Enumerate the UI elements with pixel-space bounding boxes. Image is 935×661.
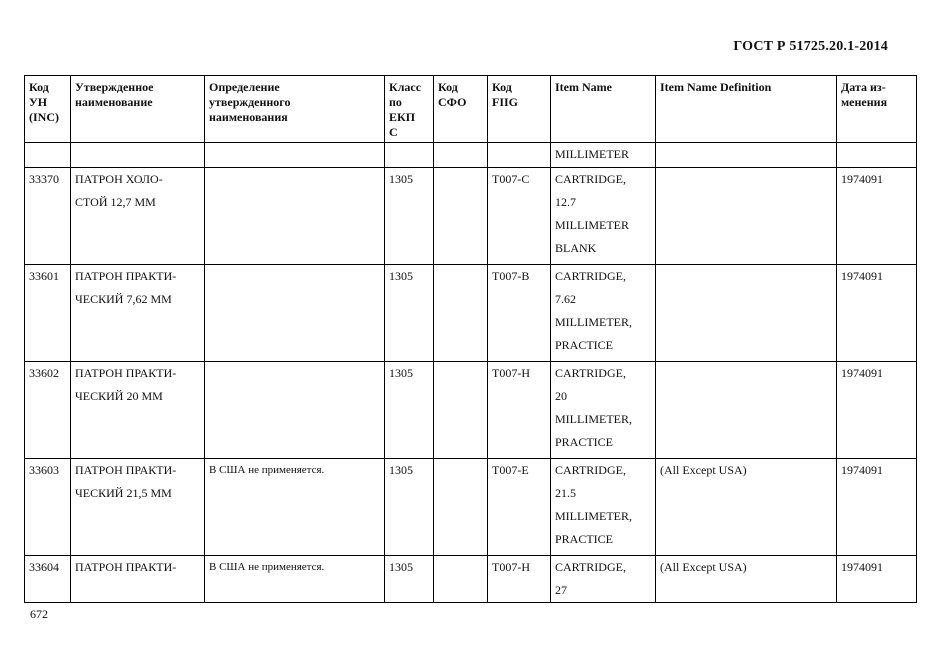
table-row-continuation	[25, 143, 917, 168]
cell-item-name: CARTRIDGE, 27	[551, 556, 656, 603]
cell-definition: В США не применяется.	[205, 556, 385, 603]
cell-inc: 33601	[25, 265, 71, 362]
cell-fiig: T007-E	[488, 459, 551, 556]
header-sfo: Код СФО	[434, 76, 488, 143]
cell-item-name: CARTRIDGE, 20 MILLIMETER, PRACTICE	[551, 362, 656, 459]
table-row	[25, 362, 917, 459]
header-fiig: Код FIIG	[488, 76, 551, 143]
cell-change-date: 1974091	[837, 168, 917, 265]
cell-item-definition: (All Except USA)	[656, 556, 837, 603]
table-header-row	[25, 76, 917, 143]
cell-item-definition	[656, 362, 837, 459]
cell-definition	[205, 265, 385, 362]
cell-inc: 33602	[25, 362, 71, 459]
cell-fiig: T007-H	[488, 556, 551, 603]
document-code: ГОСТ Р 51725.20.1-2014	[733, 39, 888, 54]
header-item-name: Item Name	[551, 76, 656, 143]
cell-sfo	[434, 362, 488, 459]
cell-item-definition: (All Except USA)	[656, 459, 837, 556]
cell-approved-name: ПАТРОН ПРАКТИ- ЧЕСКИЙ 7,62 ММ	[71, 265, 205, 362]
cell-item-name: CARTRIDGE, 7.62 MILLIMETER, PRACTICE	[551, 265, 656, 362]
cell-fiig: T007-C	[488, 168, 551, 265]
items-table	[24, 75, 917, 603]
cell-fiig: T007-H	[488, 362, 551, 459]
cell-inc: 33603	[25, 459, 71, 556]
cell-approved-name: ПАТРОН ХОЛО- СТОЙ 12,7 ММ	[71, 168, 205, 265]
cell-class: 1305	[385, 362, 434, 459]
header-item-name-definition: Item Name Definition	[656, 76, 837, 143]
page-number: 672	[30, 607, 48, 621]
cell-change-date: 1974091	[837, 459, 917, 556]
cell-class: 1305	[385, 556, 434, 603]
cell-change-date: 1974091	[837, 265, 917, 362]
header-change-date: Дата из- менения	[837, 76, 917, 143]
cell-sfo	[434, 556, 488, 603]
cell-class: 1305	[385, 265, 434, 362]
cell-item-definition	[656, 168, 837, 265]
cell-change-date: 1974091	[837, 362, 917, 459]
header-approved-name: Утвержденное наименование	[71, 76, 205, 143]
cell-approved-name: ПАТРОН ПРАКТИ- ЧЕСКИЙ 21,5 ММ	[71, 459, 205, 556]
cell-item-name: CARTRIDGE, 21.5 MILLIMETER, PRACTICE	[551, 459, 656, 556]
cell-inc: 33604	[25, 556, 71, 603]
cell-fiig: T007-B	[488, 265, 551, 362]
cell-class: 1305	[385, 168, 434, 265]
cell-item-definition	[656, 265, 837, 362]
table-row	[25, 459, 917, 556]
cell-approved-name: ПАТРОН ПРАКТИ-	[71, 556, 205, 603]
cell-definition	[205, 362, 385, 459]
header-inc: Код УН (INC)	[25, 76, 71, 143]
cell-item-name: CARTRIDGE, 12.7 MILLIMETER BLANK	[551, 168, 656, 265]
cell-inc: 33370	[25, 168, 71, 265]
cell-sfo	[434, 459, 488, 556]
cell-sfo	[434, 265, 488, 362]
cell-class: 1305	[385, 459, 434, 556]
header-definition: Определение утвержденного наименования	[205, 76, 385, 143]
cell-item-name: MILLIMETER	[551, 143, 656, 168]
cell-change-date: 1974091	[837, 556, 917, 603]
table-row	[25, 556, 917, 603]
table-row	[25, 265, 917, 362]
cell-definition: В США не применяется.	[205, 459, 385, 556]
cell-definition	[205, 168, 385, 265]
cell-approved-name: ПАТРОН ПРАКТИ- ЧЕСКИЙ 20 ММ	[71, 362, 205, 459]
cell-sfo	[434, 168, 488, 265]
table-row	[25, 168, 917, 265]
header-class: Класс по ЕКП С	[385, 76, 434, 143]
